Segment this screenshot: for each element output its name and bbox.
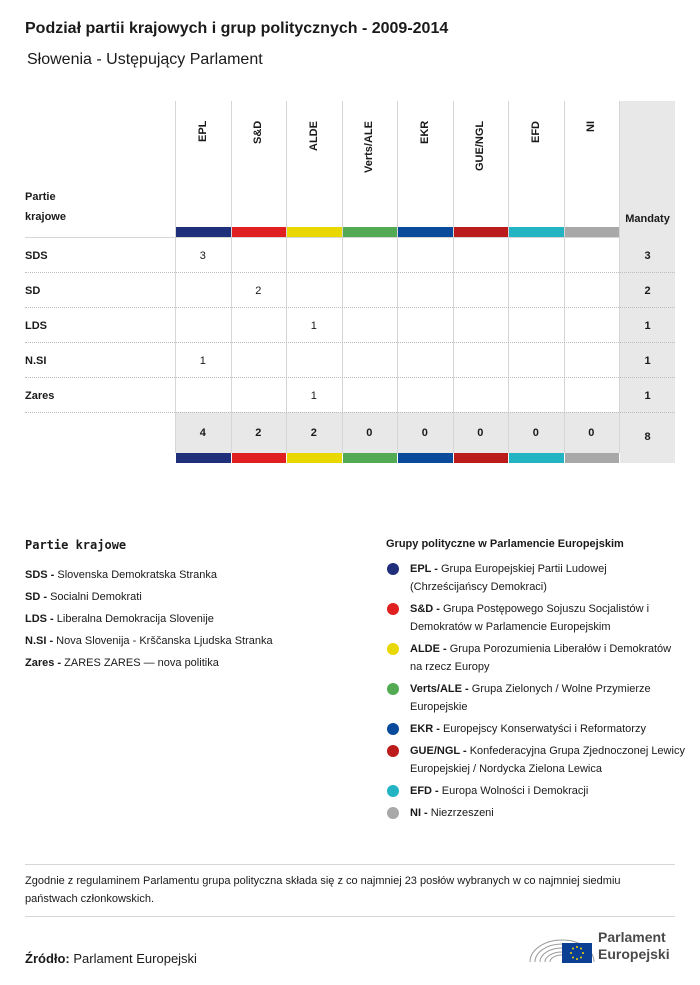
grand-total: 8 bbox=[644, 430, 651, 443]
group-legend-item bbox=[386, 560, 686, 596]
group-label-ekr: EKR bbox=[418, 121, 431, 145]
group-color-dot-icon bbox=[387, 643, 399, 655]
group-name: Europejscy Konserwatyści i Reformatorzy bbox=[443, 723, 646, 735]
column-divider bbox=[342, 101, 343, 453]
group-abbr: Verts/ALE - bbox=[410, 683, 472, 695]
group-name: Konfederacyjna Grupa Zjednoczonej Lewicy Europejskiej / Nordycka Zielona Lewica bbox=[410, 745, 685, 775]
row-divider bbox=[25, 377, 675, 378]
seat-value: 3 bbox=[199, 249, 206, 262]
group-color-band bbox=[398, 453, 453, 463]
rules-note: Zgodnie z regulaminem Parlamentu grupa polityczna składa się z co najmniej 23 posłów wybranych w co najmniej siedmiu państwach członkowskich. bbox=[25, 875, 621, 905]
column-divider bbox=[231, 101, 232, 453]
party-label: Zares bbox=[25, 389, 55, 402]
party-name: Nova Slovenija - Krščanska Ljudska Stranka bbox=[56, 635, 273, 647]
hemicycle-icon bbox=[528, 926, 596, 966]
parties-legend bbox=[25, 538, 345, 674]
group-abbr: ALDE - bbox=[410, 643, 450, 655]
group-color-band bbox=[232, 453, 287, 463]
group-color-band bbox=[454, 453, 509, 463]
group-total: 0 bbox=[477, 426, 484, 439]
column-divider bbox=[564, 101, 565, 453]
group-color-band bbox=[509, 227, 564, 237]
divider bbox=[25, 916, 675, 917]
column-divider bbox=[508, 101, 509, 453]
source-line bbox=[25, 951, 197, 966]
group-name: Grupa Europejskiej Partii Ludowej (Chrześcijańscy Demokraci) bbox=[410, 563, 607, 593]
group-total: 0 bbox=[366, 426, 373, 439]
mandaty-header: Mandaty bbox=[625, 213, 670, 225]
party-total: 1 bbox=[644, 354, 651, 367]
row-divider bbox=[25, 342, 675, 343]
group-color-band bbox=[287, 453, 342, 463]
group-label-ni: NI bbox=[585, 121, 598, 132]
group-total: 0 bbox=[588, 426, 595, 439]
group-abbr: NI - bbox=[410, 807, 431, 819]
column-divider bbox=[175, 101, 176, 453]
party-total: 3 bbox=[644, 249, 651, 262]
groups-legend-title: Grupy polityczne w Parlamencie Europejskim bbox=[386, 538, 624, 550]
group-abbr: GUE/NGL - bbox=[410, 745, 470, 757]
party-name: Socialni Demokrati bbox=[50, 591, 142, 603]
seat-value: 1 bbox=[310, 389, 317, 402]
group-color-band bbox=[176, 227, 231, 237]
group-color-band bbox=[565, 227, 620, 237]
group-name: Europa Wolności i Demokracji bbox=[441, 785, 589, 797]
group-abbr: S&D - bbox=[410, 603, 443, 615]
group-total: 0 bbox=[532, 426, 539, 439]
ep-logo bbox=[528, 926, 678, 966]
group-total: 4 bbox=[199, 426, 206, 439]
group-legend-item bbox=[386, 742, 686, 778]
row-header-label bbox=[25, 187, 85, 227]
row-divider bbox=[25, 272, 675, 273]
group-color-dot-icon bbox=[387, 785, 399, 797]
party-label: N.SI bbox=[25, 354, 47, 367]
divider bbox=[25, 864, 675, 865]
party-abbr: SDS - bbox=[25, 569, 58, 581]
seat-table bbox=[25, 101, 675, 463]
group-label-guengl: GUE/NGL bbox=[474, 121, 487, 172]
party-abbr: N.SI - bbox=[25, 635, 57, 647]
party-name: ZARES ZARES — nova politika bbox=[64, 657, 219, 669]
group-color-band bbox=[343, 227, 398, 237]
logo-line2: Europejski bbox=[598, 946, 670, 962]
party-legend-item bbox=[25, 586, 345, 608]
group-color-band bbox=[565, 453, 620, 463]
seat-value: 1 bbox=[199, 354, 206, 367]
group-color-dot-icon bbox=[387, 603, 399, 615]
logo-line1: Parlament bbox=[598, 929, 666, 945]
row-header-word: Partie bbox=[25, 191, 56, 203]
seat-value: 1 bbox=[310, 319, 317, 332]
group-label-alde: ALDE bbox=[307, 121, 320, 151]
group-abbr: EPL - bbox=[410, 563, 441, 575]
group-total: 2 bbox=[255, 426, 262, 439]
party-name: Liberalna Demokracija Slovenije bbox=[56, 613, 214, 625]
group-color-dot-icon bbox=[387, 745, 399, 757]
group-color-dot-icon bbox=[387, 807, 399, 819]
party-total: 2 bbox=[644, 284, 651, 297]
party-legend-item bbox=[25, 630, 345, 652]
group-name: Grupa Postępowego Sojuszu Socjalistów i Demokratów w Parlamencie Europejskim bbox=[410, 603, 650, 633]
group-color-band bbox=[287, 227, 342, 237]
groups-legend bbox=[386, 538, 686, 826]
group-color-dot-icon bbox=[387, 683, 399, 695]
group-name: Grupa Porozumienia Liberałów i Demokratów na rzecz Europy bbox=[410, 643, 672, 673]
column-divider bbox=[397, 101, 398, 453]
party-legend-item bbox=[25, 608, 345, 630]
group-legend-item bbox=[386, 720, 686, 738]
group-label-vertsale: Verts/ALE bbox=[363, 121, 376, 173]
source-label: Źródło: bbox=[25, 951, 70, 966]
group-legend-item bbox=[386, 782, 686, 800]
group-legend-item bbox=[386, 680, 686, 716]
group-label-epl: EPL bbox=[196, 121, 209, 143]
page-subtitle: Słowenia - Ustępujący Parlament bbox=[27, 51, 263, 68]
row-header-word: krajowe bbox=[25, 211, 66, 223]
seat-value: 2 bbox=[255, 284, 262, 297]
group-color-band bbox=[343, 453, 398, 463]
group-abbr: EKR - bbox=[410, 723, 443, 735]
group-color-dot-icon bbox=[387, 723, 399, 735]
group-color-band bbox=[232, 227, 287, 237]
group-name: Niezrzeszeni bbox=[430, 807, 494, 819]
party-label: LDS bbox=[25, 319, 47, 332]
mandaty-column-bg bbox=[620, 101, 675, 463]
group-abbr: EFD - bbox=[410, 785, 442, 797]
group-name: Grupa Zielonych / Wolne Przymierze Europejskie bbox=[410, 683, 651, 713]
group-color-band bbox=[454, 227, 509, 237]
header-divider bbox=[25, 237, 620, 238]
party-total: 1 bbox=[644, 319, 651, 332]
group-label-sd: S&D bbox=[252, 121, 265, 145]
group-total: 0 bbox=[421, 426, 428, 439]
party-legend-item bbox=[25, 652, 345, 674]
group-total: 2 bbox=[310, 426, 317, 439]
party-name: Slovenska Demokratska Stranka bbox=[57, 569, 217, 581]
party-abbr: LDS - bbox=[25, 613, 57, 625]
source-value: Parlament Europejski bbox=[73, 951, 197, 966]
row-divider bbox=[25, 307, 675, 308]
column-divider bbox=[453, 101, 454, 453]
party-legend-item bbox=[25, 564, 345, 586]
group-legend-item bbox=[386, 804, 686, 822]
parties-legend-title: Partie krajowe bbox=[25, 538, 127, 552]
page-title: Podział partii krajowych i grup politycznych - 2009-2014 bbox=[25, 20, 449, 37]
group-legend-item bbox=[386, 600, 686, 636]
group-color-band bbox=[176, 453, 231, 463]
group-color-band bbox=[398, 227, 453, 237]
party-abbr: SD - bbox=[25, 591, 51, 603]
row-divider bbox=[25, 412, 675, 413]
party-label: SDS bbox=[25, 249, 48, 262]
party-total: 1 bbox=[644, 389, 651, 402]
group-label-efd: EFD bbox=[529, 121, 542, 143]
party-label: SD bbox=[25, 284, 41, 297]
group-color-dot-icon bbox=[387, 563, 399, 575]
group-color-band bbox=[509, 453, 564, 463]
group-legend-item bbox=[386, 640, 686, 676]
party-abbr: Zares - bbox=[25, 657, 65, 669]
